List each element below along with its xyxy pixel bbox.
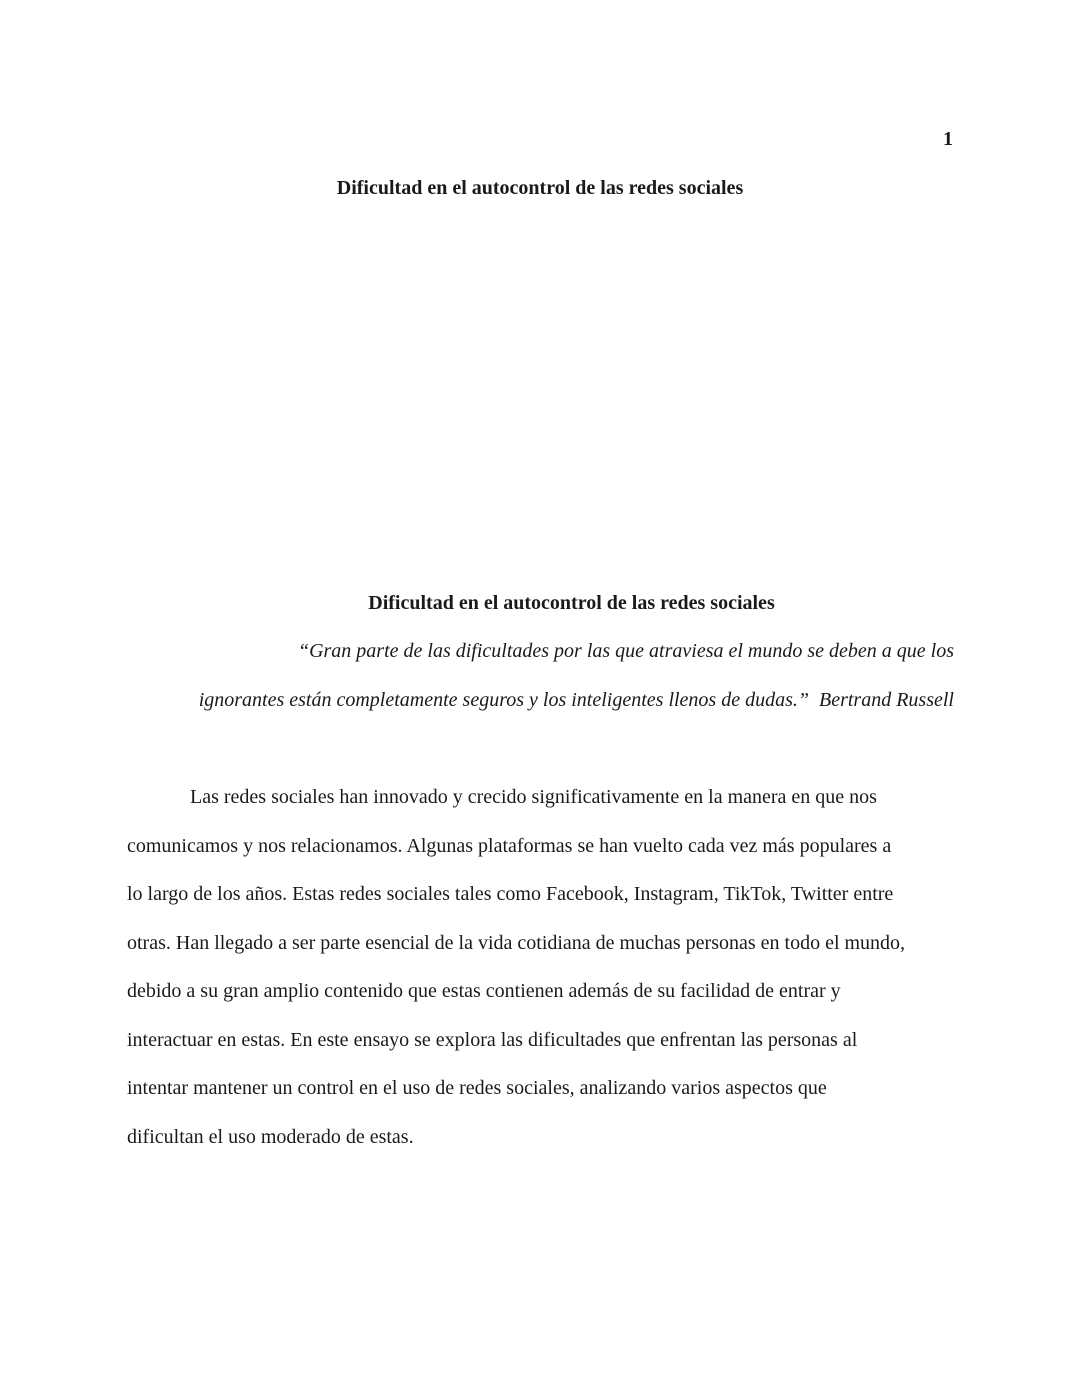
epigraph-line: “Gran parte de las dificultades por las que atraviesa el mundo se deben a que los — [297, 640, 954, 662]
page-number: 1 — [943, 128, 953, 150]
epigraph-text: ignorantes están completamente seguros y los inteligentes llenos de dudas.” — [198, 688, 809, 711]
paragraph-line: comunicamos y nos relacionamos. Algunas plataformas se han vuelto cada vez más populares a — [127, 834, 892, 857]
paragraph-line: Las redes sociales han innovado y crecido significativamente en la manera en que nos — [190, 786, 877, 808]
epigraph-author: Bertrand Russell — [819, 688, 954, 711]
epigraph — [127, 627, 954, 724]
paragraph-line: debido a su gran amplio contenido que estas contienen además de su facilidad de entrar y — [127, 980, 841, 1002]
running-head: Dificultad en el autocontrol de las redes sociales — [336, 177, 744, 199]
body-paragraph — [127, 773, 954, 1161]
paragraph-line: intentar mantener un control en el uso de redes sociales, analizando varios aspectos que — [127, 1077, 827, 1099]
paragraph-line: interactuar en estas. En este ensayo se explora las dificultades que enfrentan las personas al — [127, 1028, 858, 1051]
epigraph-line — [127, 676, 954, 725]
paragraph-line: dificultan el uso moderado de estas. — [127, 1125, 414, 1148]
paragraph-line: lo largo de los años. Estas redes sociales tales como Facebook, Instagram, TikTok, Twitter entre — [127, 883, 894, 905]
paragraph-line: otras. Han llegado a ser parte esencial de la vida cotidiana de muchas personas en todo el mundo, — [127, 931, 906, 954]
essay-title: Dificultad en el autocontrol de las redes sociales — [368, 592, 775, 614]
